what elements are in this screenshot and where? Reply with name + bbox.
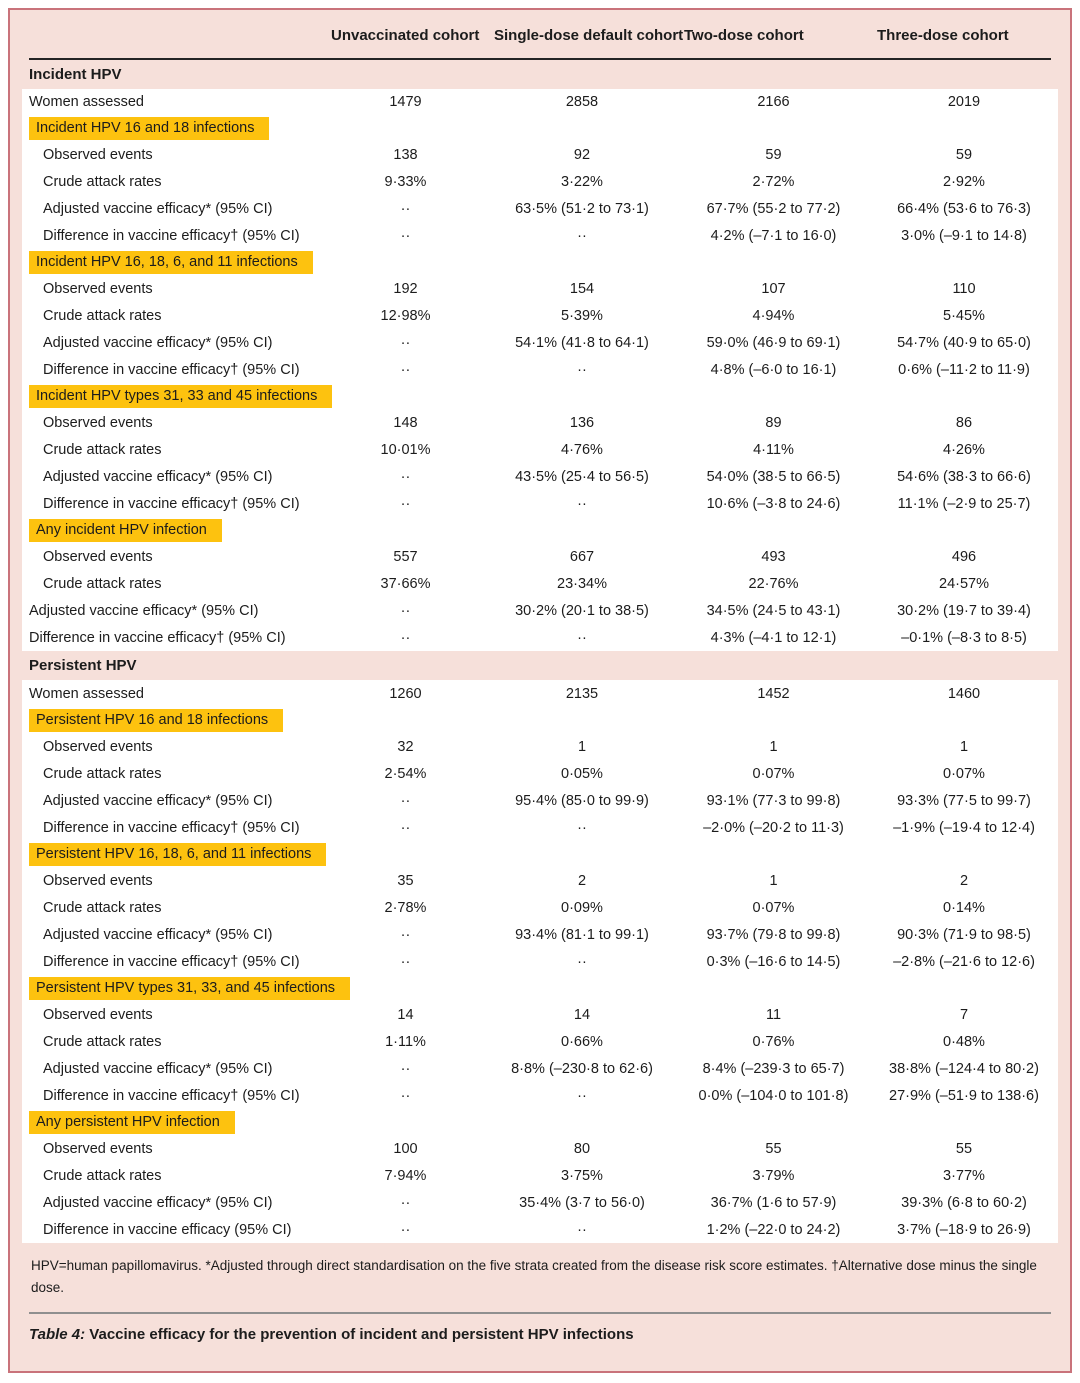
row-label: Adjusted vaccine efficacy* (95% CI) [43,469,273,486]
section-header-row [22,651,1058,680]
cell-value: 192 [393,281,418,298]
cell-value: 55 [955,1141,973,1158]
cell-value: 0·3% (–16·6 to 14·5) [706,953,841,970]
cell-value: 34·5% (24·5 to 43·1) [706,603,841,620]
group-label-cell [22,251,324,274]
cell-value: ·· [577,629,587,646]
table-row [22,356,1058,383]
cell-value: ·· [400,469,411,486]
cell-value: 7·94% [384,1167,427,1184]
cell-value: 38·8% (–124·4 to 80·2) [889,1060,1039,1077]
group-header-row [22,1109,1058,1136]
row-label: Women assessed [29,93,144,110]
group-header-row [22,707,1058,734]
row-label: Difference in vaccine efficacy† (95% CI) [43,953,300,970]
row-label: Crude attack rates [43,766,162,783]
cell-value: ·· [400,792,411,809]
table-row [22,330,1058,357]
cell-value: 86 [955,415,973,432]
group-label-cell [22,709,324,732]
cell-value: 0·07% [752,900,795,916]
cell-value: 54·7% (40·9 to 65·0) [897,335,1031,352]
cell-value: –0·1% (–8·3 to 8·5) [901,629,1027,646]
cell-value: 3·22% [561,174,603,191]
table-row [22,814,1058,841]
row-label: Difference in vaccine efficacy† (95% CI) [29,629,286,646]
table-row [22,437,1058,464]
row-label: Difference in vaccine efficacy (95% CI) [43,1221,292,1238]
cell-value: 59 [765,147,782,164]
cell-value: 36·7% (1·6 to 57·9) [710,1194,837,1211]
row-label: Observed events [43,415,153,432]
cell-value: 100 [393,1141,418,1158]
cell-value: 4·94% [752,308,795,325]
cell-value: 5·39% [561,308,603,325]
row-label: Crude attack rates [43,576,162,593]
cell-value: 8·8% (–230·8 to 62·6) [511,1060,653,1077]
cell-value: 5·45% [943,308,985,325]
table-row [22,490,1058,517]
column-header-two-dose: Two-dose cohort [684,27,804,44]
cell-value: 27·9% (–51·9 to 138·6) [889,1087,1039,1104]
cell-value: ·· [400,819,411,836]
cell-value: ·· [577,1087,587,1104]
table-row [22,948,1058,975]
cell-value: 1 [769,873,778,890]
table-footnote: HPV=human papillomavirus. *Adjusted through direct standardisation on the five strata created from the disease risk score estimates. †Alternative dose minus the single dose. [31,1257,1037,1295]
table-row [22,1163,1058,1190]
cell-value: 4·3% (–4·1 to 12·1) [710,629,837,646]
cell-value: 11 [765,1007,782,1024]
table-row [22,276,1058,303]
table-row [22,1189,1058,1216]
row-label: Adjusted vaccine efficacy* (95% CI) [43,1060,273,1077]
cell-value: 3·7% (–18·9 to 26·9) [897,1221,1031,1238]
row-label: Adjusted vaccine efficacy* (95% CI) [43,1194,273,1211]
row-label: Observed events [43,873,153,890]
cell-value: 2·78% [384,900,427,916]
cell-value: 110 [952,281,976,298]
cell-value: 138 [393,147,418,164]
cell-value: ·· [577,495,587,512]
group-label-cell [22,385,324,408]
table-row [22,169,1058,196]
group-highlight-label: Any incident HPV infection [36,519,215,542]
group-label-cell [22,1111,324,1134]
cell-value: 2135 [565,685,599,702]
cell-value: 54·6% (38·3 to 66·6) [897,469,1031,486]
cell-value: 1·11% [385,1033,426,1050]
cell-value: 43·5% (25·4 to 56·5) [515,469,649,486]
cell-value: ·· [400,227,411,244]
cell-value: 148 [393,415,418,432]
cell-value: ·· [400,1221,411,1238]
cell-value: 0·0% (–104·0 to 101·8) [698,1087,849,1104]
group-header-row [22,975,1058,1002]
cell-value: ·· [400,603,411,620]
cell-value: 8·4% (–239·3 to 65·7) [702,1060,845,1077]
table-row [22,142,1058,169]
cell-value: 9·33% [384,174,427,191]
row-label: Crude attack rates [43,442,162,459]
cell-value: 0·66% [561,1033,603,1050]
cell-value: 92 [573,147,591,164]
table-inner [10,10,1070,1355]
table-row [22,1216,1058,1243]
cell-value: 22·76% [748,576,799,593]
cell-value: ·· [400,361,411,378]
group-header-row [22,383,1058,410]
table-row [22,787,1058,814]
cell-value: 496 [951,549,977,566]
cell-value: 10·6% (–3·8 to 24·6) [706,495,841,512]
column-header-row [22,10,1058,54]
cell-value: 2·92% [943,174,985,191]
row-label: Crude attack rates [43,308,162,325]
row-label: Adjusted vaccine efficacy* (95% CI) [43,926,273,943]
group-label-cell [22,977,336,1000]
cell-value: ·· [577,953,587,970]
group-header-row [22,517,1058,544]
cell-value: 35 [397,873,414,890]
cell-value: 93·7% (79·8 to 99·8) [706,926,841,943]
cell-value: ·· [400,953,411,970]
cell-value: 0·07% [752,766,795,783]
group-highlight-label: Persistent HPV types 31, 33, and 45 infections [36,977,343,1000]
cell-value: 1452 [757,685,790,702]
cell-value: 4·26% [943,442,985,459]
table-row [22,734,1058,761]
cell-value: 39·3% (6·8 to 60·2) [901,1194,1027,1211]
section-label: Persistent HPV [29,657,137,675]
cell-value: 136 [569,415,595,432]
cell-value: 0·07% [943,766,985,783]
table-row [22,222,1058,249]
cell-value: 0·76% [752,1033,795,1050]
cell-value: 7 [959,1007,969,1024]
cell-value: ·· [400,1087,411,1104]
column-header-three-dose: Three-dose cohort [877,27,1009,44]
cell-value: 95·4% (85·0 to 99·9) [515,792,649,809]
section-header-row [22,60,1058,89]
cell-value: ·· [400,1060,411,1077]
table-row [22,1055,1058,1082]
cell-value: 63·5% (51·2 to 73·1) [515,201,649,218]
cell-value: 35·4% (3·7 to 56·0) [519,1194,645,1211]
cell-value: 23·34% [557,576,607,593]
section-label: Incident HPV [29,65,122,83]
cell-value: ·· [577,1221,587,1238]
row-label: Difference in vaccine efficacy† (95% CI) [43,227,300,244]
cell-value: 4·11% [753,442,794,459]
cell-value: 557 [393,549,418,566]
cell-value: ·· [400,926,411,943]
cell-value: 1 [769,739,778,756]
cell-value: 55 [765,1141,782,1158]
cell-value: 12·98% [380,308,431,325]
group-highlight-label: Incident HPV 16, 18, 6, and 11 infections [36,251,306,274]
cell-value: ·· [400,201,411,218]
cell-value: 0·48% [943,1033,985,1050]
table-row [22,624,1058,651]
cell-value: 59·0% (46·9 to 69·1) [706,335,841,352]
cell-value: 1260 [389,685,422,702]
cell-value: 93·1% (77·3 to 99·8) [706,792,841,809]
cell-value: 93·4% (81·1 to 99·1) [515,926,649,943]
cell-value: 4·8% (–6·0 to 16·1) [710,361,837,378]
row-label: Adjusted vaccine efficacy* (95% CI) [43,792,273,809]
table-caption [22,1314,1058,1355]
cell-value: 3·75% [561,1167,603,1184]
group-label-cell [22,843,324,866]
cell-value: 0·14% [943,900,985,916]
row-label: Difference in vaccine efficacy† (95% CI) [43,495,300,512]
cell-value: –2·0% (–20·2 to 11·3) [703,819,844,836]
row-label: Crude attack rates [43,1167,162,1184]
cell-value: 667 [569,549,595,566]
table-row [22,1029,1058,1056]
cell-value: 2 [959,873,969,890]
group-header-row [22,115,1058,142]
cell-value: 3·0% (–9·1 to 14·8) [901,227,1027,244]
cell-value: 2 [577,873,587,890]
cell-value: 154 [569,281,595,298]
row-label: Crude attack rates [43,900,162,916]
cell-value: 90·3% (71·9 to 98·5) [897,926,1031,943]
group-highlight-label: Incident HPV types 31, 33 and 45 infections [36,385,325,408]
row-label: Observed events [43,1007,153,1024]
table-row [22,196,1058,223]
cell-value: 14 [573,1007,591,1024]
cell-value: 2019 [947,93,981,110]
table-body [22,60,1058,1243]
row-label: Difference in vaccine efficacy† (95% CI) [43,819,300,836]
row-label: Women assessed [29,685,144,702]
cell-value: 10·01% [380,442,431,459]
group-header-row [22,249,1058,276]
cell-value: ·· [400,335,411,352]
table-row [22,1002,1058,1029]
table-row [22,464,1058,491]
table-caption-number: Table 4: [29,1326,86,1344]
cell-value: 2858 [565,93,599,110]
table-row [22,571,1058,598]
cell-value: –2·8% (–21·6 to 12·6) [893,953,1035,970]
cell-value: 93·3% (77·5 to 99·7) [897,792,1031,809]
table-row [22,868,1058,895]
table-caption-text: Vaccine efficacy for the prevention of incident and persistent HPV infections [85,1326,634,1344]
cell-value: 2·54% [384,766,427,783]
cell-value: 3·77% [943,1167,985,1184]
cell-value: 0·6% (–11·2 to 11·9) [898,361,1030,378]
cell-value: 32 [397,739,414,756]
table-row [22,1136,1058,1163]
cell-value: 54·0% (38·5 to 66·5) [706,469,841,486]
table-row [22,544,1058,571]
table-row [22,410,1058,437]
cell-value: ·· [577,819,587,836]
cell-value: 4·76% [561,442,603,459]
cell-value: 2166 [757,93,790,110]
cell-value: ·· [577,227,587,244]
cell-value: 11·1% (–2·9 to 25·7) [897,495,1031,512]
table-row [22,921,1058,948]
cell-value: 14 [397,1007,414,1024]
row-label: Observed events [43,549,153,566]
table-row [22,761,1058,788]
table-row [22,895,1058,922]
cell-value: 493 [761,549,786,566]
cell-value: ·· [400,629,411,646]
cell-value: 2·72% [752,174,795,191]
row-label: Observed events [43,1141,153,1158]
cell-value: 1·2% (–22·0 to 24·2) [706,1221,841,1238]
cell-value: 30·2% (20·1 to 38·5) [515,603,649,620]
group-label-cell [22,519,324,542]
row-label: Adjusted vaccine efficacy* (95% CI) [29,603,259,620]
table-row [22,89,1058,116]
table-row [22,598,1058,625]
cell-value: 0·09% [561,900,603,916]
cell-value: 30·2% (19·7 to 39·4) [897,603,1031,620]
cell-value: 1460 [947,685,981,702]
group-header-row [22,841,1058,868]
row-label: Observed events [43,739,153,756]
group-highlight-label: Persistent HPV 16, 18, 6, and 11 infections [36,843,319,866]
table-row [22,303,1058,330]
cell-value: 54·1% (41·8 to 64·1) [515,335,649,352]
cell-value: ·· [577,361,587,378]
cell-value: 3·79% [752,1167,795,1184]
cell-value: 1 [959,739,969,756]
column-header-single-dose: Single-dose default cohort [494,27,684,44]
cell-value: 1 [577,739,587,756]
table-row [22,680,1058,707]
row-label: Difference in vaccine efficacy† (95% CI) [43,1087,300,1104]
cell-value: –1·9% (–19·4 to 12·4) [893,819,1035,836]
cell-value: 24·57% [939,576,989,593]
cell-value: 89 [765,415,782,432]
cell-value: 67·7% (55·2 to 77·2) [706,201,841,218]
cell-value: 4·2% (–7·1 to 16·0) [710,227,837,244]
row-label: Observed events [43,147,153,164]
row-label: Observed events [43,281,153,298]
row-label: Crude attack rates [43,174,162,191]
cell-value: ·· [400,1194,411,1211]
table-card [8,8,1072,1373]
cell-value: 66·4% (53·6 to 76·3) [897,201,1031,218]
row-label: Crude attack rates [43,1033,162,1050]
group-highlight-label: Any persistent HPV infection [36,1111,228,1134]
cell-value: 37·66% [380,576,431,593]
table-row [22,1082,1058,1109]
group-label-cell [22,117,324,140]
cell-value: 59 [955,147,973,164]
group-highlight-label: Persistent HPV 16 and 18 infections [36,709,276,732]
cell-value: 1479 [389,93,422,110]
row-label: Adjusted vaccine efficacy* (95% CI) [43,201,273,218]
group-highlight-label: Incident HPV 16 and 18 infections [36,117,262,140]
row-label: Adjusted vaccine efficacy* (95% CI) [43,335,273,352]
column-header-unvaccinated: Unvaccinated cohort [331,27,480,44]
cell-value: 80 [573,1141,591,1158]
cell-value: ·· [400,495,411,512]
cell-value: 0·05% [561,766,603,783]
cell-value: 107 [761,281,786,298]
row-label: Difference in vaccine efficacy† (95% CI) [43,361,300,378]
